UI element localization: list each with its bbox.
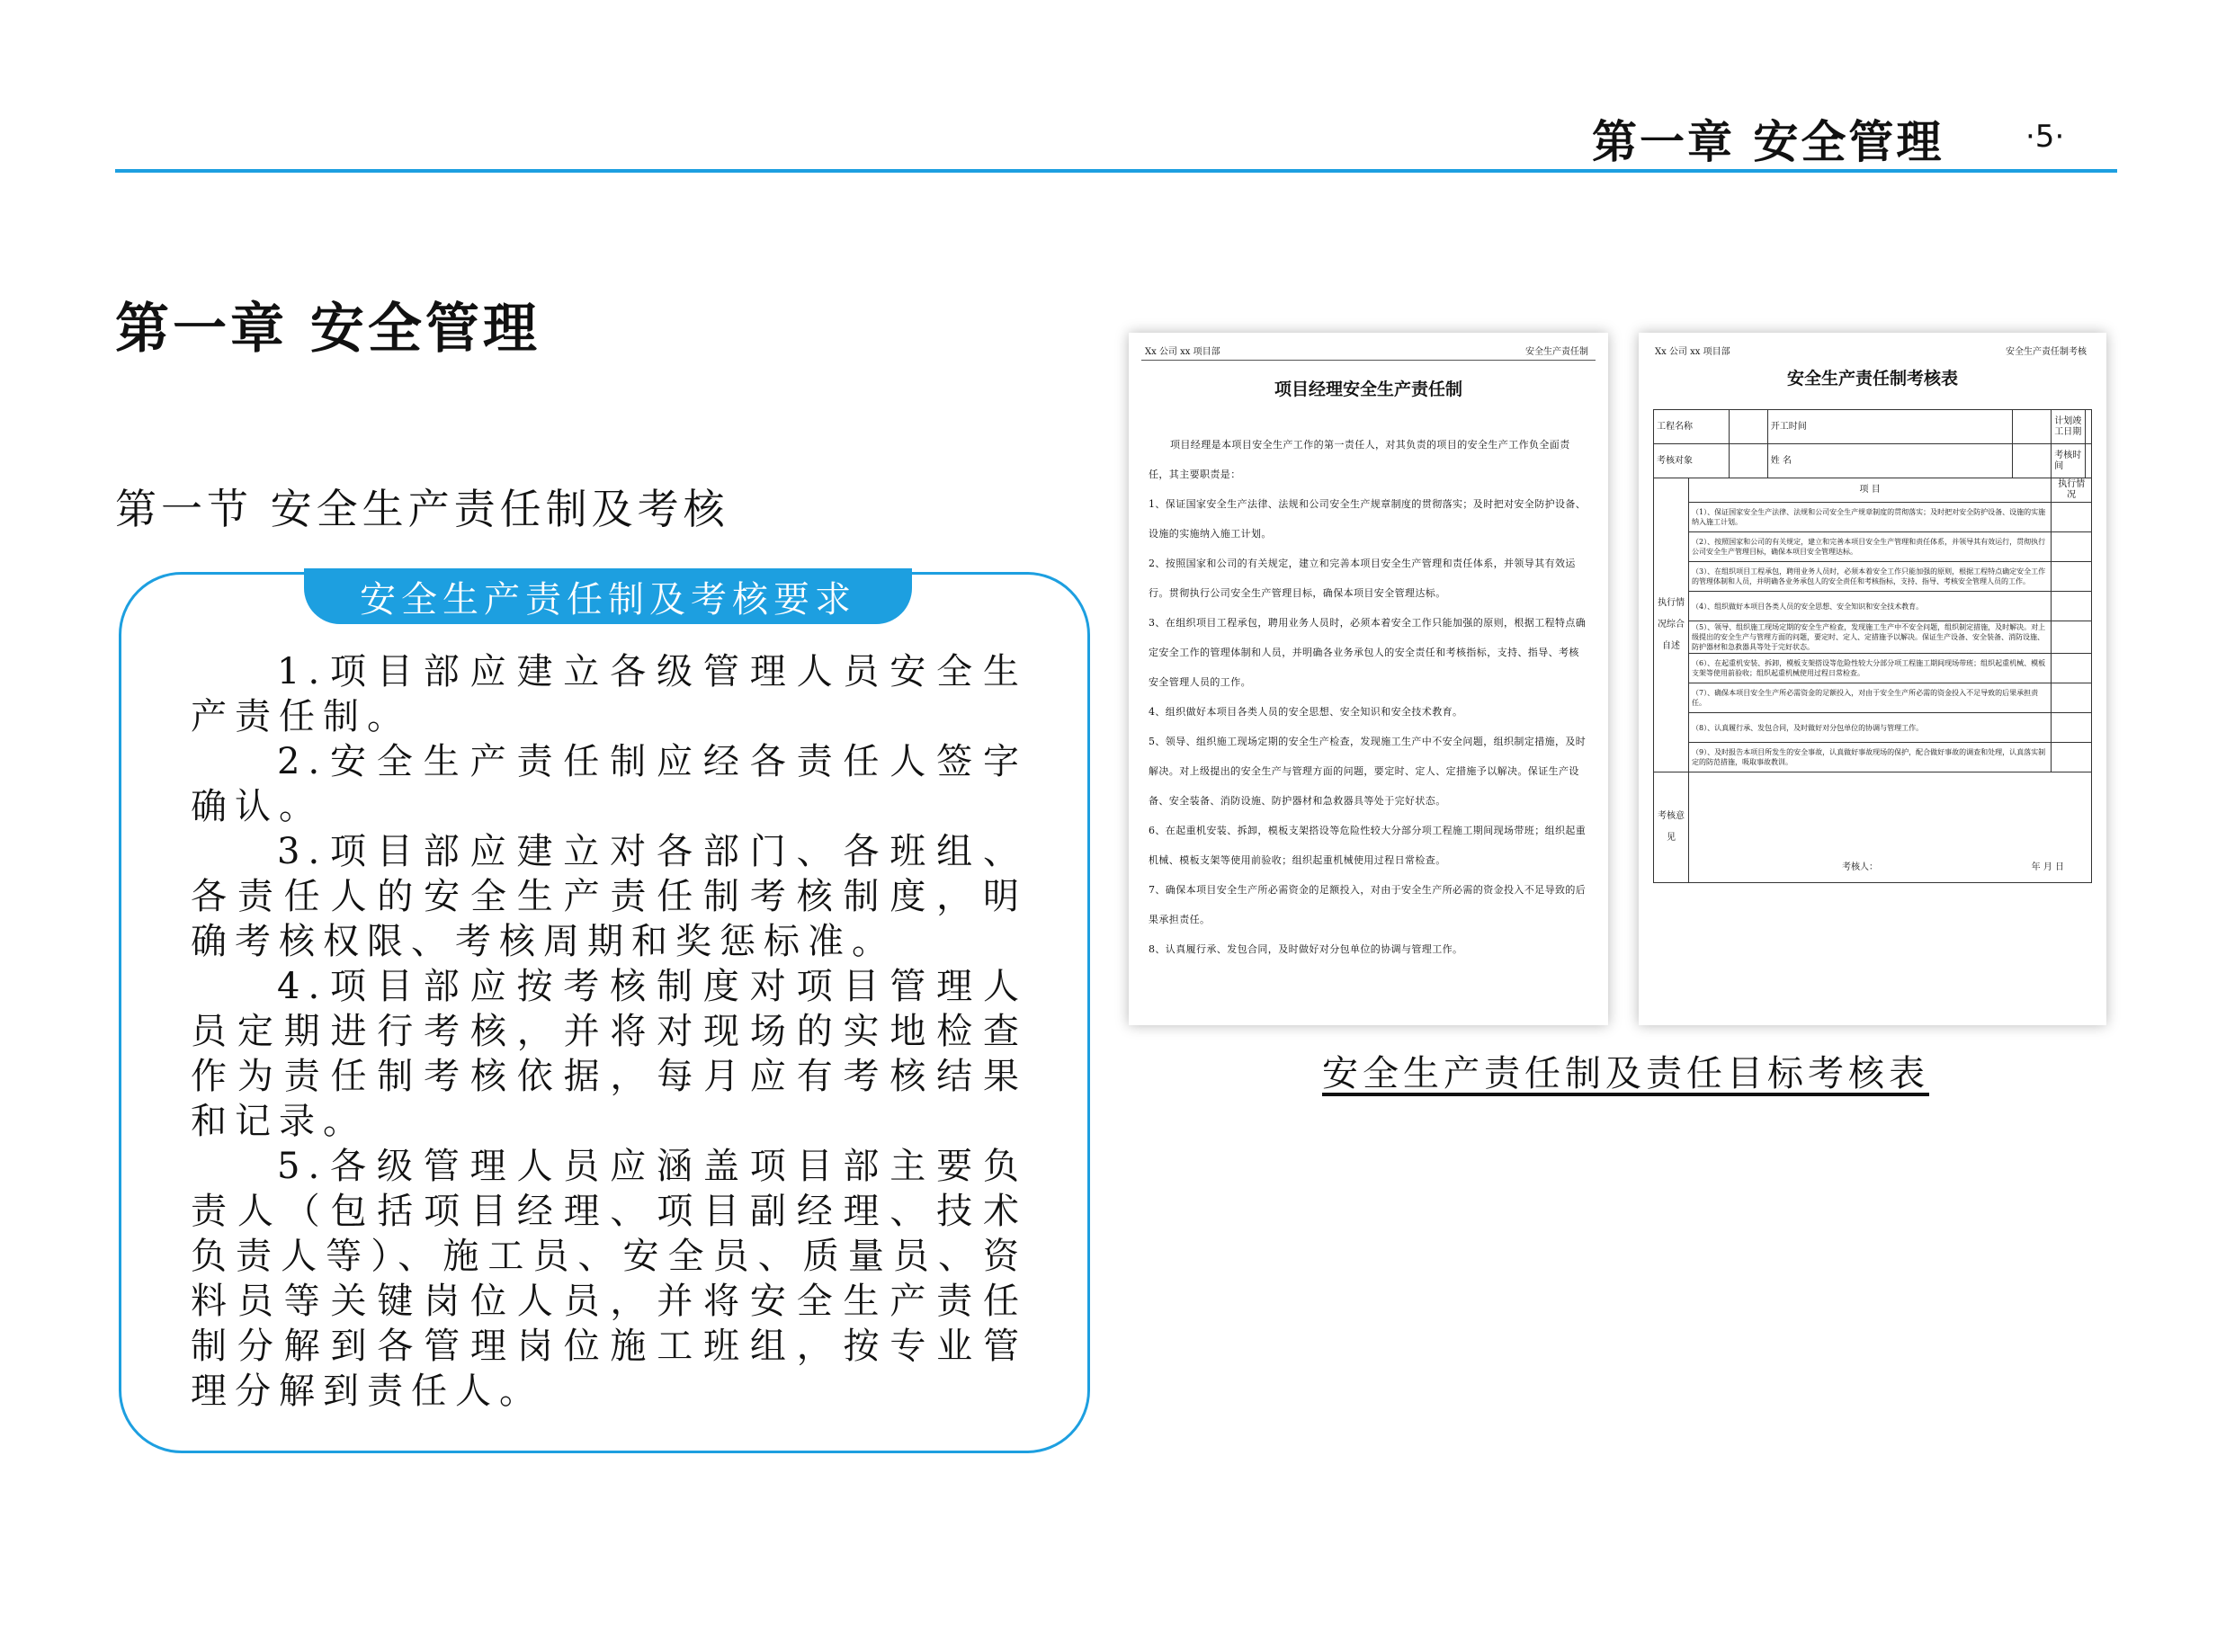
- requirement-item: 1.项目部应建立各级管理人员安全生产责任制。: [191, 651, 1027, 737]
- assessment-item: （3）、在组织项目工程承包，聘用业务人员时，必须本着安全工作只能加强的原则，根据工程特点确定安全工作的管理体制和人员，并明确各业务承包人的安全责任和考核指标，支持、指导、考核安全管理人员的工作。: [1689, 562, 2052, 592]
- status-cell: [2052, 743, 2092, 772]
- doc-item: 6、在起重机安装、拆卸，模板支架搭设等危险性较大分部分项工程施工期间现场带班；组织起重机械、模板支架等使用前验收；组织起重机械使用过程日常检查。: [1149, 825, 1587, 866]
- requirement-item: 5.各级管理人员应涵盖项目部主要负责人（包括项目经理、项目副经理、技术负责人等）、施工员、安全员、质量员、资料员等关键岗位人员，并将安全生产责任制分解到各管理岗位施工班组，按专业管理分解到责任人。: [191, 1146, 1027, 1412]
- assess-time-value: [2085, 444, 2091, 478]
- requirements-tab: 安全生产责任制及考核要求: [304, 568, 912, 624]
- status-cell: [2052, 713, 2092, 743]
- doc-header-right: 安全生产责任制考核: [2006, 347, 2087, 357]
- opinion-cell: [1689, 772, 2092, 883]
- planned-completion-value: [2085, 410, 2091, 444]
- assessee-value: [1729, 444, 1767, 478]
- status-cell: [2052, 532, 2092, 562]
- date-label: 年 月 日: [2031, 862, 2064, 872]
- section-title: 第一节 安全生产责任制及考核: [115, 485, 729, 533]
- assessment-form-document: [1639, 333, 2106, 1025]
- header-rule: [115, 169, 2117, 173]
- status-cell: [2052, 503, 2092, 532]
- assessment-item: （5）、领导、组织施工现场定期的安全生产检查，发现施工生产中不安全问题，组织制定措施，及时解决。对上级提出的安全生产与管理方面的问题，要定时、定人、定措施予以解决。保证生产设备、安全装备、消防设施、防护器材和急救器具等处于完好状态。: [1689, 621, 2052, 654]
- assessment-item: （8）、认真履行承、发包合同，及时做好对分包单位的协调与管理工作。: [1689, 713, 2052, 743]
- doc-title: 项目经理安全生产责任制: [1274, 380, 1462, 399]
- requirement-item: 3.项目部应建立对各部门、各班组、各责任人的安全生产责任制考核制度，明确考核权限、考核周期和奖惩标准。: [191, 831, 1027, 962]
- status-cell: [2052, 562, 2092, 592]
- doc-intro: 项目经理是本项目安全生产工作的第一责任人，对其负责的项目的安全生产工作负全面责任，其主要职责是：: [1149, 439, 1570, 480]
- doc-item: 2、按照国家和公司的有关规定，建立和完善本项目安全生产管理和责任体系，并领导其有效运行。贯彻执行公司安全生产管理目标，确保本项目安全管理达标。: [1149, 558, 1576, 599]
- status-cell: [2052, 621, 2092, 654]
- assessment-item: （4）、组织做好本项目各类人员的安全思想、安全知识和安全技术教育。: [1689, 592, 2052, 621]
- status-cell: [2052, 592, 2092, 621]
- label-assess-time: 考核时间: [2052, 444, 2086, 478]
- assessment-item: （7）、确保本项目安全生产所必需资金的足额投入，对由于安全生产所必需的资金投入不足导致的后果承担责任。: [1689, 683, 2052, 713]
- doc-item: 3、在组织项目工程承包，聘用业务人员时，必须本着安全工作只能加强的原则，根据工程特点确定安全工作的管理体制和人员，并明确各业务承包人的安全责任和考核指标，支持、指导、考核安全管理人员的工作。: [1149, 617, 1587, 688]
- label-start-time: 开工时间: [1767, 410, 2012, 444]
- label-planned-completion: 计划竣工日期: [2052, 410, 2086, 444]
- responsibility-document: [1129, 333, 1608, 1025]
- name-value: [2013, 444, 2052, 478]
- label-name: 姓 名: [1767, 444, 2012, 478]
- figure-caption: 安全生产责任制及责任目标考核表: [1322, 1053, 1929, 1094]
- opinion-label: 考核意见: [1654, 772, 1689, 883]
- assessment-item: （6）、在起重机安装、拆卸，模板支架搭设等危险性较大分部分项工程施工期间现场带班；组织起重机械、模板支架等使用前验收；组织起重机械使用过程日常检查。: [1689, 654, 2052, 683]
- side-label: 执行情况综合自述: [1654, 478, 1689, 772]
- project-name-value: [1729, 410, 1767, 444]
- doc-header-right: 安全生产责任制: [1525, 347, 1588, 357]
- label-assessee: 考核对象: [1654, 444, 1730, 478]
- doc-header-left: Xx 公司 xx 项目部: [1145, 347, 1220, 357]
- doc-header-left: Xx 公司 xx 项目部: [1655, 347, 1730, 357]
- requirement-item: 4.项目部应按考核制度对项目管理人员定期进行考核，并将对现场的实地检查作为责任制考核依据，每月应有考核结果和记录。: [191, 966, 1027, 1142]
- start-time-value: [2013, 410, 2052, 444]
- doc-item: 8、认真履行承、发包合同，及时做好对分包单位的协调与管理工作。: [1149, 943, 1463, 955]
- doc-header-line: [1141, 360, 1596, 361]
- status-cell: [2052, 683, 2092, 713]
- requirement-item: 2.安全生产责任制应经各责任人签字确认。: [191, 741, 1027, 827]
- chapter-title: 第一章 安全管理: [115, 298, 541, 361]
- status-cell: [2052, 654, 2092, 683]
- doc-item: 4、组织做好本项目各类人员的安全思想、安全知识和安全技术教育。: [1149, 706, 1463, 718]
- running-header-title: 第一章 安全管理: [1592, 116, 1944, 168]
- assessment-item: （9）、及时报告本项目所发生的安全事故，认真做好事故现场的保护，配合做好事故的调查和处理，认真落实制定的防范措施，吸取事故教训。: [1689, 743, 2052, 772]
- doc-item: 1、保证国家安全生产法律、法规和公司安全生产规章制度的贯彻落实；及时把对安全防护设备、设施的实施纳入施工计划。: [1149, 498, 1587, 540]
- doc-item: 7、确保本项目安全生产所必需资金的足额投入，对由于安全生产所必需的资金投入不足导致的后果承担责任。: [1149, 884, 1587, 925]
- doc-item: 5、领导、组织施工现场定期的安全生产检查，发现施工生产中不安全问题，组织制定措施，及时解决。对上级提出的安全生产与管理方面的问题，要定时、定人、定措施予以解决。保证生产设备、安全装备、消防设施、防护器材和急救器具等处于完好状态。: [1149, 736, 1587, 807]
- assessment-item: （1）、保证国家安全生产法律、法规和公司安全生产规章制度的贯彻落实；及时把对安全防护设备、设施的实施纳入施工计划。: [1689, 503, 2052, 532]
- label-project-name: 工程名称: [1654, 410, 1730, 444]
- requirements-body: [191, 649, 1027, 1414]
- assessment-table: [1653, 409, 2092, 883]
- doc-body: [1149, 430, 1588, 964]
- doc-title: 安全生产责任制考核表: [1786, 369, 1958, 388]
- assessment-item: （2）、按照国家和公司的有关规定，建立和完善本项目安全生产管理和责任体系，并领导其有效运行，贯彻执行公司安全生产管理目标，确保本项目安全管理达标。: [1689, 532, 2052, 562]
- status-column-header: 执行情况: [2052, 478, 2092, 503]
- assessor-label: 考核人：: [1842, 862, 1878, 872]
- item-column-header: 项 目: [1689, 478, 2052, 503]
- page-number: ·5·: [2025, 119, 2065, 155]
